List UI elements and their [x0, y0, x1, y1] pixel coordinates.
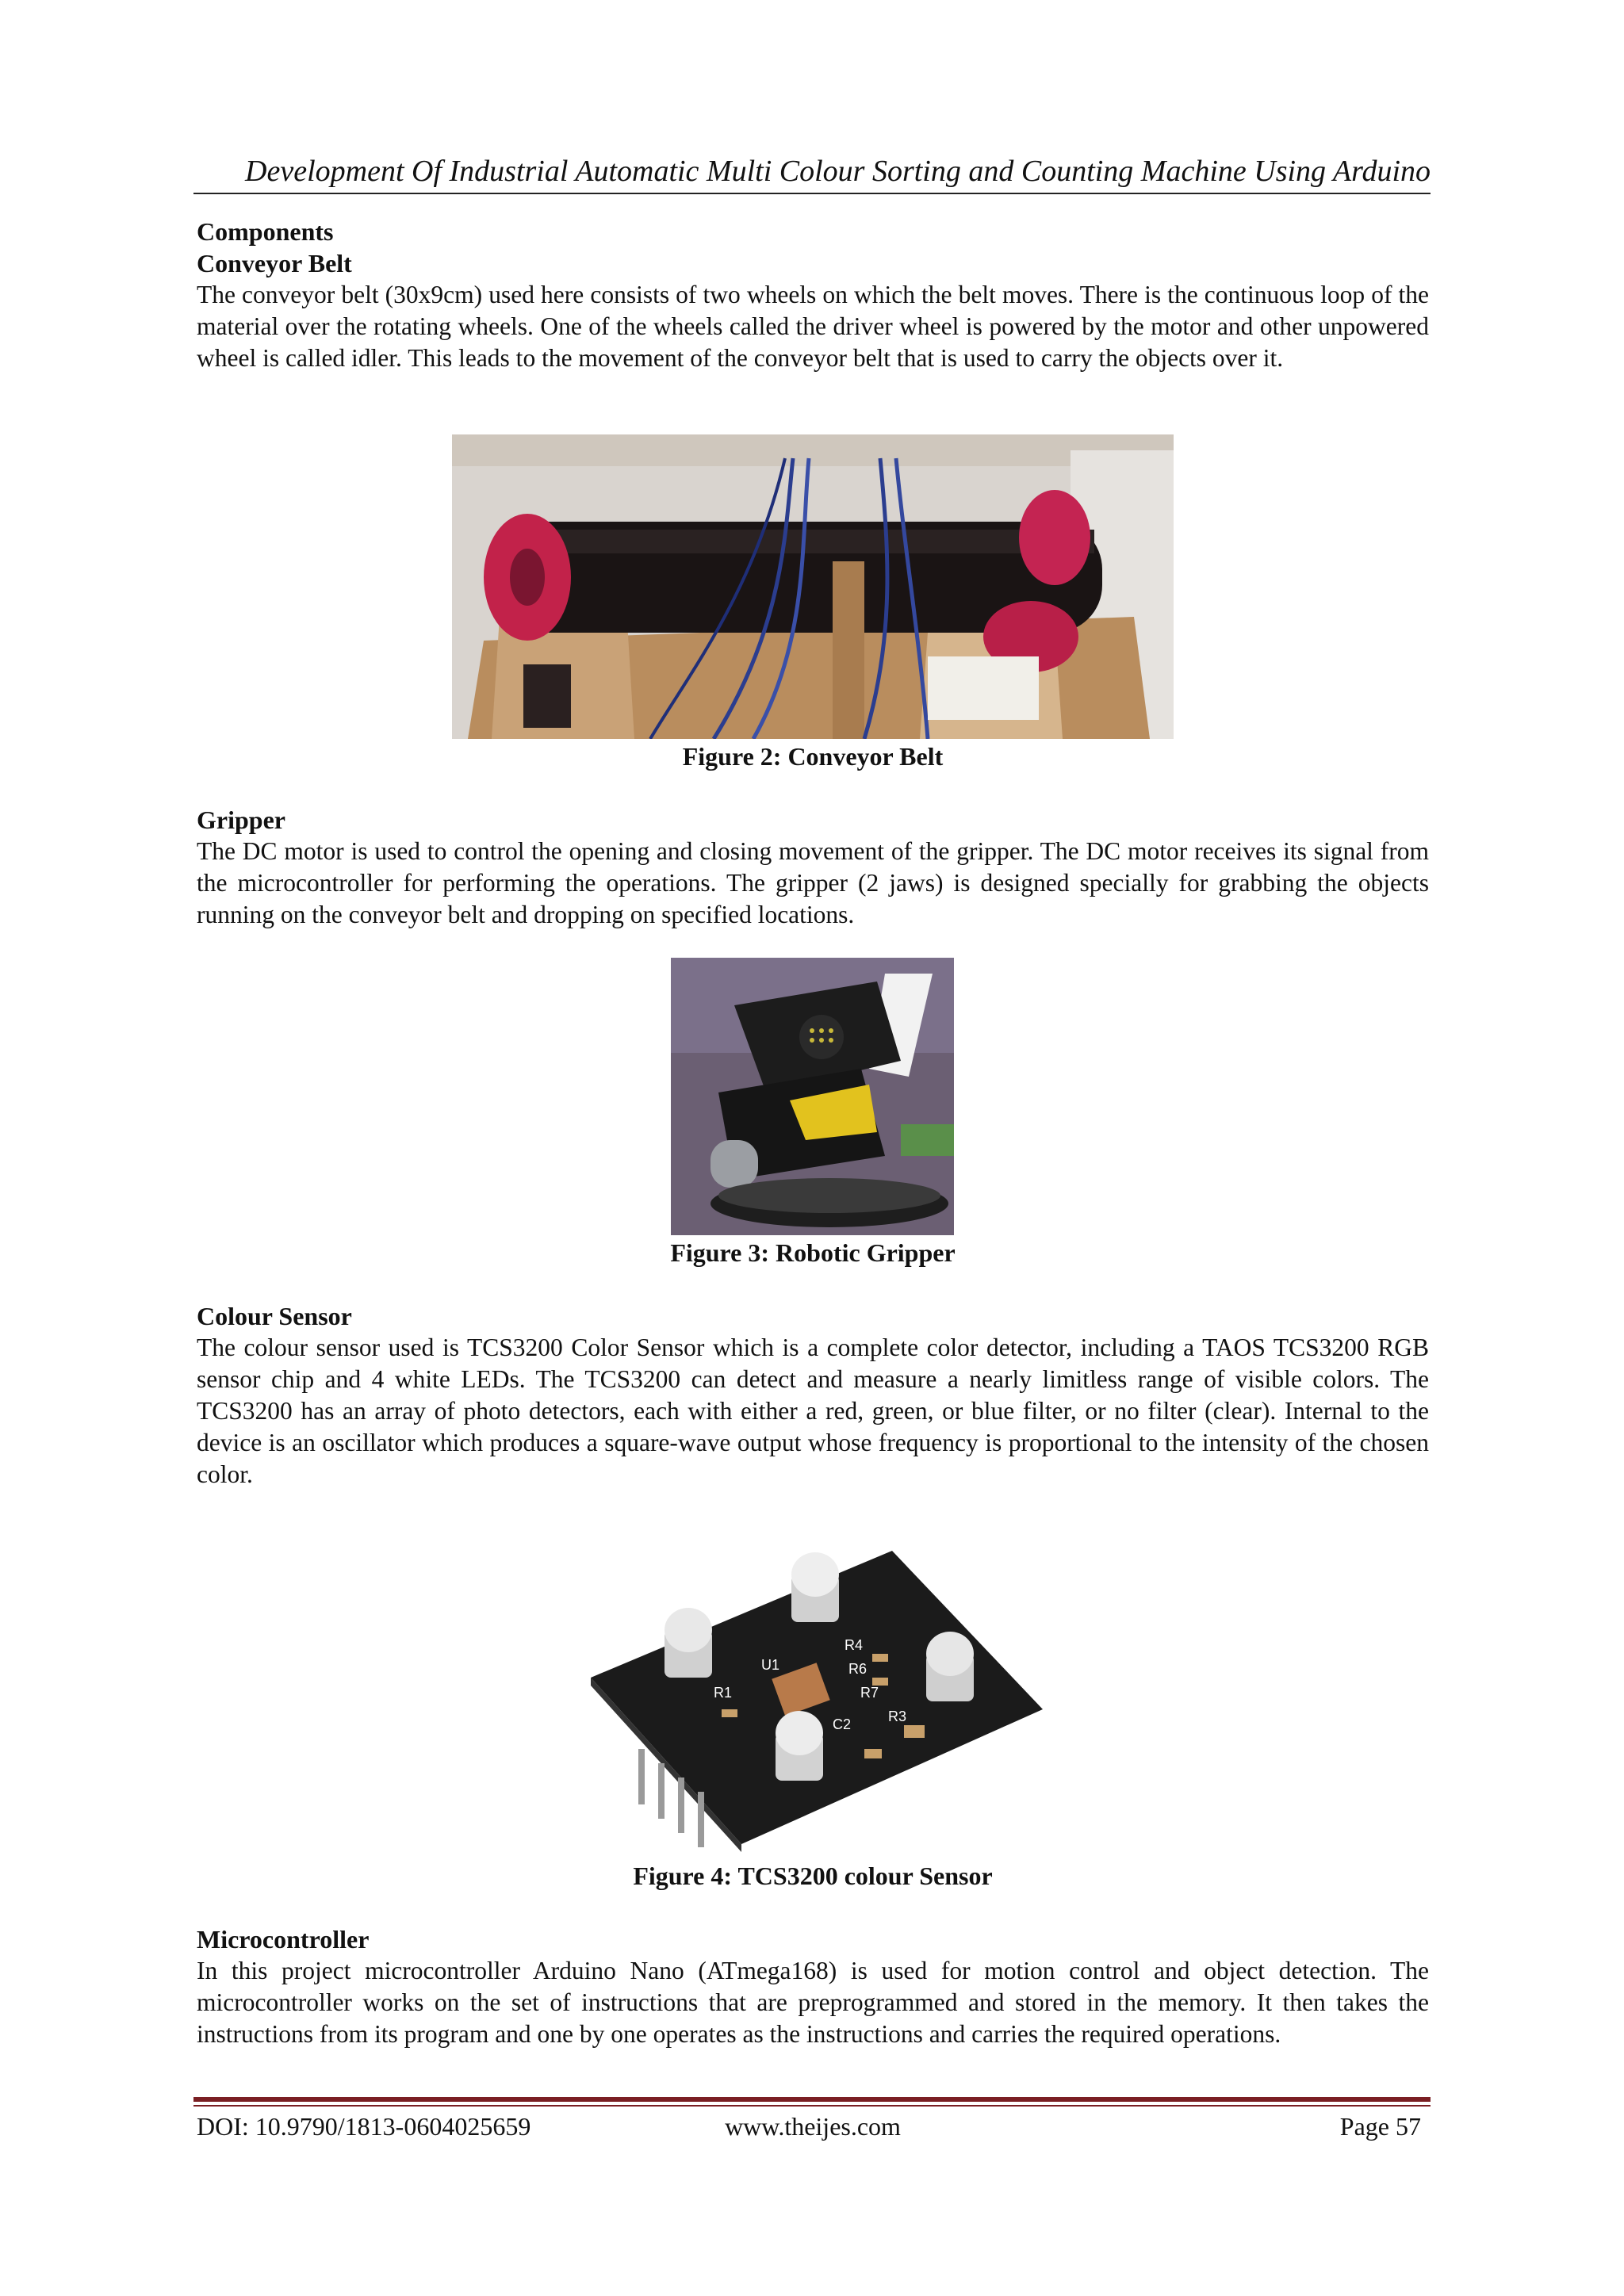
figure-robotic-gripper-image: [671, 958, 954, 1235]
figure-conveyor-belt-image: [452, 434, 1174, 739]
footer-doi: DOI: 10.9790/1813-0604025659: [197, 2112, 531, 2141]
figure-3-caption: Figure 3: Robotic Gripper: [670, 1238, 956, 1267]
section-microcontroller: [197, 1923, 1429, 2050]
figure-2-caption: Figure 2: Conveyor Belt: [682, 742, 944, 771]
svg-text:R7: R7: [860, 1685, 879, 1701]
svg-text:R6: R6: [848, 1661, 868, 1677]
figure-4-caption-wrap: [197, 1860, 1429, 1892]
footer-rule-thin: [193, 2105, 1431, 2107]
section-heading-gripper: Gripper: [197, 806, 285, 834]
footer-page-number: Page 57: [1339, 2112, 1421, 2141]
section-colour-sensor: [197, 1300, 1429, 1490]
section-gripper: [197, 804, 1429, 931]
svg-text:R1: R1: [714, 1685, 733, 1701]
footer-website-link[interactable]: www.theijes.com: [725, 2112, 901, 2141]
figure-tcs3200-sensor-image: [460, 1511, 1094, 1860]
figure-3-caption-wrap: [197, 1237, 1429, 1269]
paragraph-colour-sensor: The colour sensor used is TCS3200 Color Sensor which is a complete color detector, including a TAOS TCS3200 RGB sensor chip and 4 white LEDs. The TCS3200 can detect and measure a nearly limitless range of visible colors. The TCS3200 has an array of photo detectors, each with either a red, green, or blue filter, or no filter (clear). Internal to the device is an oscillator which produces a square-wave output whose frequency is proportional to the intensity of the chosen color.: [197, 1334, 1429, 1488]
section-heading-components: Components: [197, 217, 334, 246]
subsection-heading-conveyor-belt: Conveyor Belt: [197, 249, 352, 277]
paragraph-gripper: The DC motor is used to control the opening and closing movement of the gripper. The DC motor receives its signal from the microcontroller for performing the operations. The gripper (2 jaws) is designed specially for grabbing the objects running on the conveyor belt and dropping on specified locations.: [197, 837, 1429, 928]
figure-2-caption-wrap: [197, 740, 1429, 772]
figure-4-caption: Figure 4: TCS3200 colour Sensor: [633, 1862, 993, 1890]
section-heading-colour-sensor: Colour Sensor: [197, 1302, 352, 1330]
section-heading-microcontroller: Microcontroller: [197, 1925, 370, 1954]
paragraph-conveyor-belt: The conveyor belt (30x9cm) used here consists of two wheels on which the belt moves. There is the continuous loop of the material over the rotating wheels. One of the wheels called the driver wheel is powered by the motor and other unpowered wheel is called idler. This leads to the movement of the conveyor belt that is used to carry the objects over it.: [197, 281, 1429, 372]
running-header: Development Of Industrial Automatic Multi Colour Sorting and Counting Machine Using Arduino: [245, 155, 1431, 188]
footer-rule-thick: [193, 2097, 1431, 2102]
svg-text:R3: R3: [888, 1709, 907, 1724]
svg-text:U1: U1: [761, 1657, 780, 1673]
header-rule: [193, 193, 1431, 194]
paragraph-microcontroller: In this project microcontroller Arduino Nano (ATmega168) is used for motion control and object detection. The microcontroller works on the set of instructions that are preprogrammed and stored in the memory. It then takes the instructions from its program and one by one operates as the instructions and carries the required operations.: [197, 1957, 1429, 2048]
svg-text:C2: C2: [833, 1716, 852, 1732]
section-conveyor: [197, 216, 1429, 374]
svg-text:R4: R4: [845, 1637, 864, 1653]
